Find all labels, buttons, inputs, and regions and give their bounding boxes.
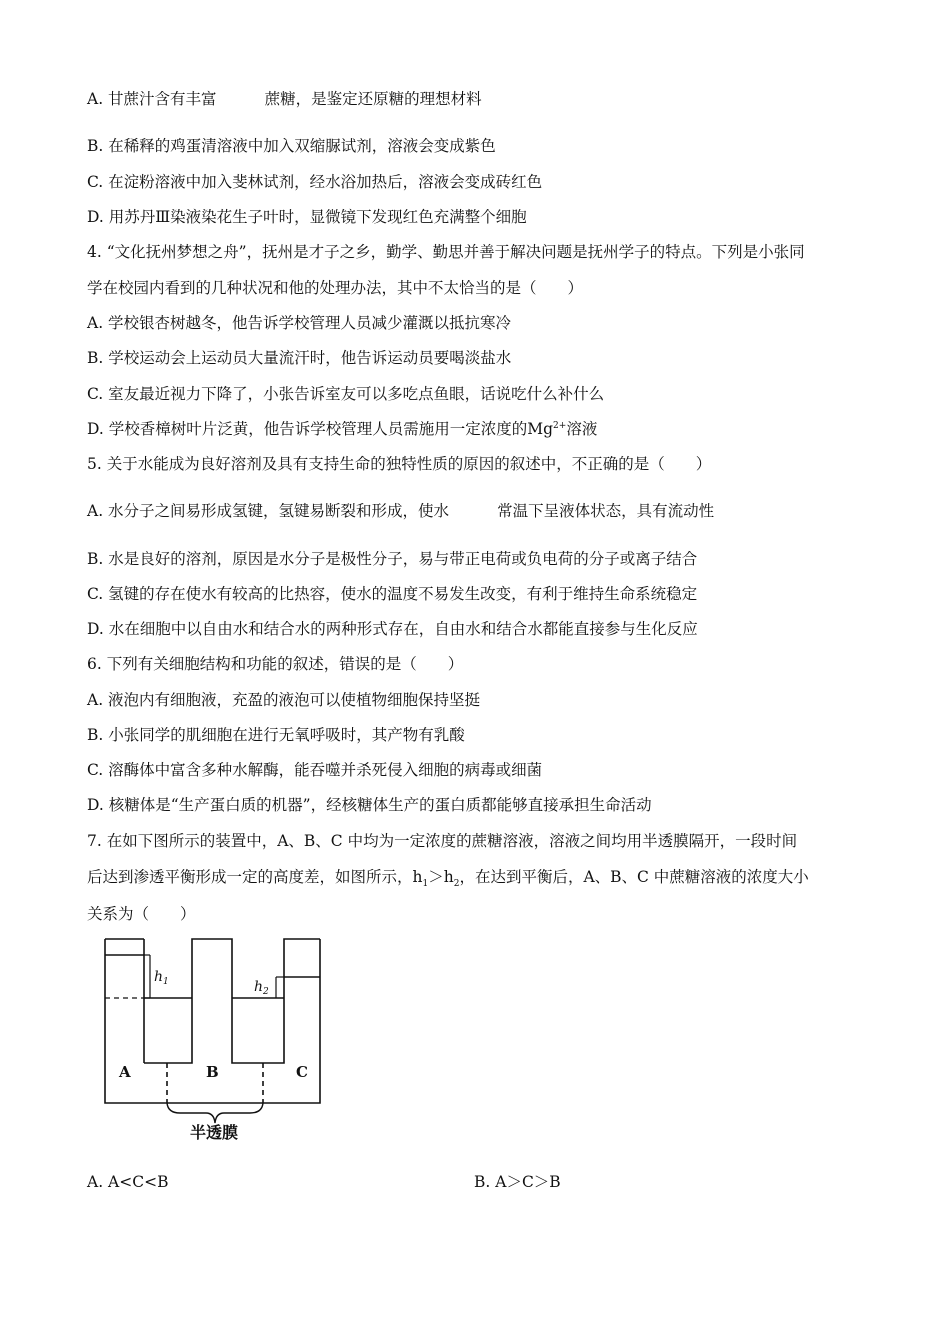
membrane-label: 半透膜	[190, 1123, 239, 1142]
h2-label: $h_2$	[254, 979, 269, 997]
q5-option-a: A. 水分子之间易形成氢键，氢键易断裂和形成，使水 常温下呈液体状态，具有流动性	[87, 502, 715, 520]
h1-label: $h_1$	[154, 969, 169, 987]
q7-stem-line2: 后达到渗透平衡形成一定的高度差，如图所示，$h_1>h_2$，在达到平衡后，A、B、C 中蔗糖溶液的浓度大小	[87, 868, 809, 890]
q6-option-d: D. 核糖体是“生产蛋白质的机器”，经核糖体生产的蛋白质都能够直接承担生命活动	[87, 796, 652, 814]
label-b: B	[206, 1063, 219, 1081]
q3-option-d: D. 用苏丹Ⅲ染液染花生子叶时，显微镜下发现红色充满整个细胞	[87, 208, 527, 226]
osmosis-apparatus-diagram	[100, 935, 330, 1145]
q5-option-c: C. 氢键的存在使水有较高的比热容，使水的温度不易发生改变，有利于维持生命系统稳定	[87, 585, 698, 603]
q6-stem: 6. 下列有关细胞结构和功能的叙述，错误的是（ ）	[87, 655, 464, 673]
q6-option-b: B. 小张同学的肌细胞在进行无氧呼吸时，其产物有乳酸	[87, 726, 465, 744]
q4-stem-line1: 4. “文化抚州梦想之舟”，抚州是才子之乡，勤学、勤思并善于解决问题是抚州学子的特点。下列是小张同	[87, 243, 805, 261]
membrane-brace	[167, 1103, 263, 1123]
q5-option-d: D. 水在细胞中以自由水和结合水的两种形式存在，自由水和结合水都能直接参与生化反应	[87, 620, 698, 638]
q3-option-b: B. 在稀释的鸡蛋清溶液中加入双缩脲试剂，溶液会变成紫色	[87, 137, 496, 155]
q5-stem: 5. 关于水能成为良好溶剂及具有支持生命的独特性质的原因的叙述中，不正确的是（ ）	[87, 455, 712, 473]
q4-option-c: C. 室友最近视力下降了，小张告诉室友可以多吃点鱼眼，话说吃什么补什么	[87, 385, 605, 403]
q7-option-a: A. A<C<B	[87, 1173, 169, 1191]
q7-option-b: B. A＞C＞B	[474, 1173, 561, 1191]
q4-stem-line2: 学在校园内看到的几种状况和他的处理办法，其中不太恰当的是（ ）	[87, 279, 584, 297]
q4-option-d: D. 学校香樟树叶片泛黄，他告诉学校管理人员需施用一定浓度的$Mg^{2+}$溶液	[87, 420, 598, 438]
tube-b-walls	[144, 939, 320, 1063]
q5-option-b: B. 水是良好的溶剂，原因是水分子是极性分子，易与带正电荷或负电荷的分子或离子结合	[87, 550, 698, 568]
q6-option-c: C. 溶酶体中富含多种水解酶，能吞噬并杀死侵入细胞的病毒或细菌	[87, 761, 543, 779]
q3-option-a: A. 甘蔗汁含有丰富 蔗糖，是鉴定还原糖的理想材料	[87, 90, 482, 108]
q4-option-a: A. 学校银杏树越冬，他告诉学校管理人员减少灌溉以抵抗寒冷	[87, 314, 512, 332]
q4-option-b: B. 学校运动会上运动员大量流汗时，他告诉运动员要喝淡盐水	[87, 349, 512, 367]
label-c: C	[296, 1063, 308, 1081]
q6-option-a: A. 液泡内有细胞液，充盈的液泡可以使植物细胞保持坚挺	[87, 691, 481, 709]
label-a: A	[119, 1063, 131, 1081]
q7-stem-line1: 7. 在如下图所示的装置中，A、B、C 中均为一定浓度的蔗糖溶液，溶液之间均用半透膜隔开，一段时间	[87, 832, 798, 850]
q3-option-c: C. 在淀粉溶液中加入斐林试剂，经水浴加热后，溶液会变成砖红色	[87, 173, 543, 191]
q7-stem-line3: 关系为（ ）	[87, 905, 196, 923]
